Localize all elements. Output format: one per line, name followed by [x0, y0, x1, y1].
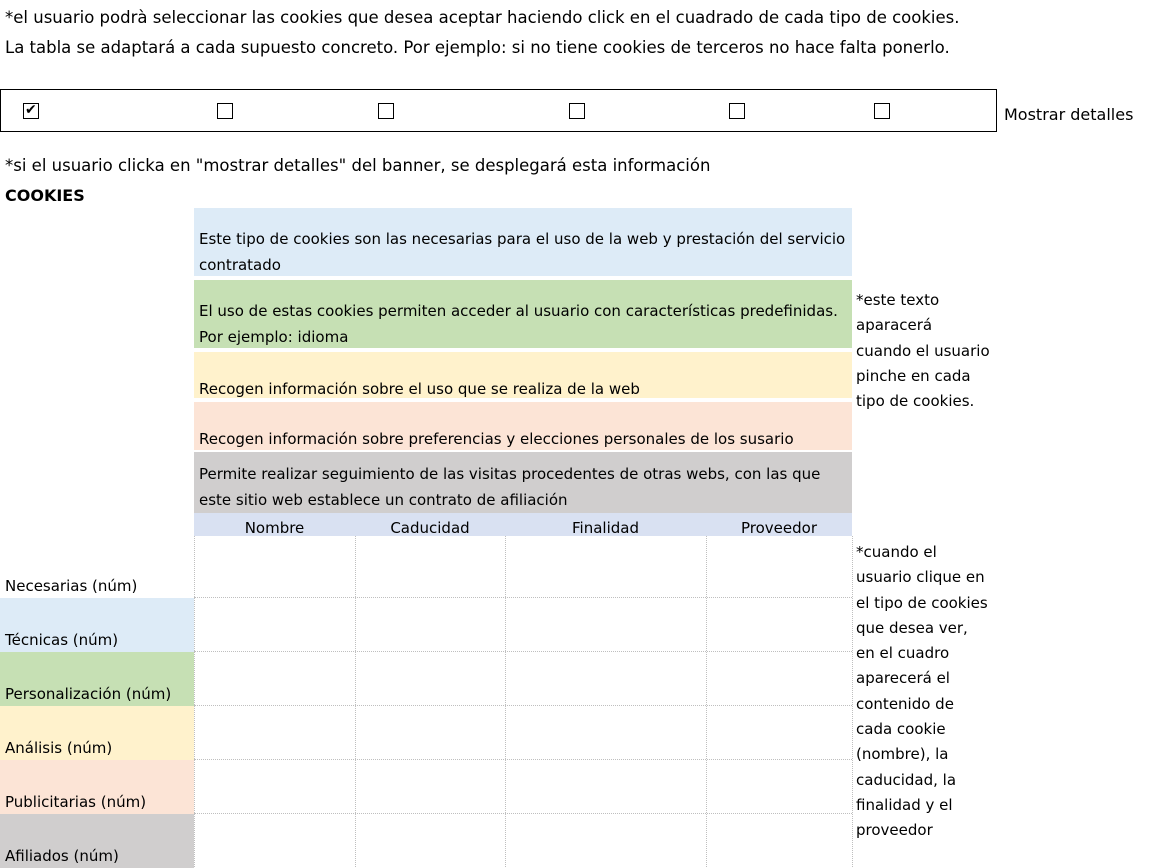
- cookie-banner: [0, 89, 997, 132]
- header-nombre: Nombre: [244, 519, 305, 537]
- description-text: Permite realizar seguimiento de las visitas procedentes de otras webs, con las que este sitio web establece un contrato de afiliación: [199, 465, 821, 509]
- checkbox-personalizacion[interactable]: [378, 103, 394, 119]
- grid-line: [194, 759, 852, 760]
- section-title: COOKIES: [5, 186, 85, 205]
- grid-line: [194, 705, 852, 706]
- header-proveedor: Proveedor: [741, 519, 817, 537]
- description-text: Recogen información sobre el uso que se realiza de la web: [199, 380, 640, 398]
- checkbox-analisis[interactable]: [569, 103, 585, 119]
- grid-line: [355, 536, 356, 867]
- grid-line: [194, 813, 852, 814]
- check-icon: ✔: [25, 102, 37, 118]
- description-afiliados: [194, 452, 852, 513]
- grid-line: [852, 536, 853, 867]
- note-table: *cuando el usuario clique en el tipo de cookies que desea ver, en el cuadro aparecerá el contenido de cada cookie (nombre), la caducidad, la finalidad y el proveedor: [856, 543, 988, 840]
- row-label-afiliados[interactable]: Afiliados (núm): [0, 814, 194, 868]
- description-text: Este tipo de cookies son las necesarias para el uso de la web y prestación del servicio contratado: [199, 230, 846, 274]
- grid-line: [706, 536, 707, 867]
- description-necesarias: [194, 208, 852, 276]
- checkbox-necesarias[interactable]: [23, 103, 39, 119]
- grid-line: [505, 536, 506, 867]
- note-descriptions: *este texto aparacerá cuando el usuario pinche en cada tipo de cookies.: [856, 291, 990, 411]
- table-header: [194, 513, 852, 536]
- description-text: Recogen información sobre preferencias y elecciones personales de los susario: [199, 430, 794, 448]
- details-note: *si el usuario clicka en "mostrar detalles" del banner, se desplegará esta información: [5, 156, 711, 175]
- show-details-link[interactable]: Mostrar detalles: [1004, 105, 1134, 124]
- description-text: El uso de estas cookies permiten acceder al usuario con características predefinidas. Por ejemplo: idioma: [199, 302, 838, 346]
- intro-line-2: La tabla se adaptará a cada supuesto concreto. Por ejemplo: si no tiene cookies de terceros no hace falta ponerlo.: [5, 38, 950, 57]
- grid-line: [194, 651, 852, 652]
- grid-line: [194, 597, 852, 598]
- row-label-tecnicas[interactable]: Técnicas (núm): [0, 598, 194, 652]
- description-personalizacion: [194, 352, 852, 398]
- row-label-publicitarias[interactable]: Publicitarias (núm): [0, 760, 194, 814]
- checkbox-publicitarias[interactable]: [729, 103, 745, 119]
- description-tecnicas: [194, 280, 852, 348]
- row-label-analisis[interactable]: Análisis (núm): [0, 706, 194, 760]
- header-caducidad: Caducidad: [390, 519, 470, 537]
- description-analisis: [194, 402, 852, 450]
- intro-line-1: *el usuario podrà seleccionar las cookies que desea aceptar haciendo click en el cuadrado de cada tipo de cookies.: [5, 8, 960, 27]
- row-label-necesarias[interactable]: Necesarias (núm): [0, 543, 194, 598]
- checkbox-afiliados[interactable]: [874, 103, 890, 119]
- row-label-personalizacion[interactable]: Personalización (núm): [0, 652, 194, 706]
- header-finalidad: Finalidad: [572, 519, 639, 537]
- grid-line: [194, 536, 195, 867]
- checkbox-tecnicas[interactable]: [217, 103, 233, 119]
